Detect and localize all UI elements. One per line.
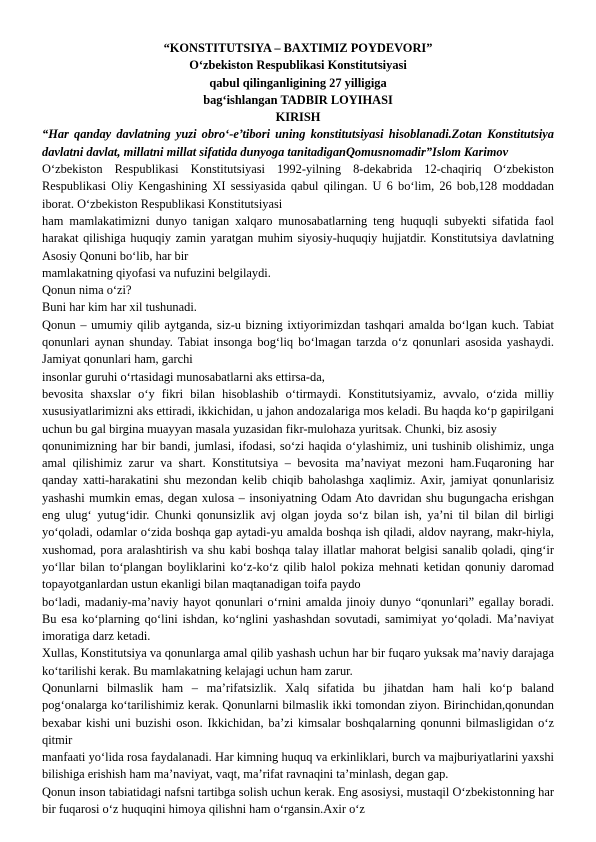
paragraph: mamlakatning qiyofasi va nufuzini belgilaydi. <box>42 265 271 280</box>
paragraph: bevosita shaxslar o‘y fikri bilan hisoblashib o‘tirmaydi. Konstitutsiyamiz, avvalo, o‘zida milliy xususiyatlarimizni aks ettiradi, ikkichidan, u jahon andozalariga mos keladi. Bu haqda ko‘p gapirilgani uchun bu gal birgina muayyan masala yuzasidan fikr-mulohaza yuritsak. Chunki, biz asosiy <box>42 386 554 436</box>
paragraph: qonunimizning har bir bandi, jumlasi, ifodasi, so‘zi haqida o‘ylashimiz, uni tushinib olishimiz, unga amal qilishimiz zarur va shart. Konstitutsiya – bevosita ma’naviyat mezoni ham.Fuqaroning har qanday xatti-harakatini shu mezondan kelib chiqib baholashga xaqlimiz. Axir, jamiyat qonunlarisiz yashashi mumkin emas, degan xulosa – insoniyatning Odam Ato davridan shu bugungacha erishgan eng ulug‘ yutug‘idir. Chunki qonunsizlik avj olgan joyda so‘z bilan ish, ya’ni til bilan dil birligi yo‘qoladi, odamlar o‘zida boshqa gap aytadi-yu amalda boshqa ish qiladi, aldov nayrang, makr-hiyla, xushomad, pora aralashtirish va shu kabi boshqa talay illatlar mahorat belgisi sanalib qoladi, qing‘ir yo‘llar bilan to‘plangan boyliklarini ko‘z-ko‘z qilib halol pokiza mehnati ketidan qonuniy daromad topayotganlardan ustun ekanligi bilan maqtanadigan toifa paydo <box>42 438 554 592</box>
paragraph: Qonun – umumiy qilib aytganda, siz-u bizning ixtiyorimizdan tashqari amalda bo‘lgan kuch. Tabiat qonunlari aynan shunday. Tabiat insonga bog‘liq bo‘lmagan tarzda o‘z qonunlari asosida yashaydi. Jamiyat qonunlari ham, garchi <box>42 317 554 367</box>
epigraph-quote: “Har qanday davlatning yuzi obro‘-e’tibori uning konstitutsiyasi hisoblanadi.Zotan Konstitutsiya davlatni davlat, millatni millat sifatida dunyoga tanitadiganQomusnomadir”Islom Karimov <box>42 127 554 159</box>
document-subtitle-line: O‘zbekiston Respublikasi Konstitutsiyasi <box>189 58 407 73</box>
paragraph: O‘zbekiston Respublikasi Konstitutsiyasi 1992-yilning 8-dekabrida 12-chaqiriq O‘zbekiston Respublikasi Oliy Kengashining XI sessiyasida qabul qilingan. U 6 bo‘lim, 26 bob,128 moddadan iborat. O‘zbekiston Respublikasi Konstitutsiyasi <box>42 162 554 211</box>
paragraph: Qonun nima o‘zi? <box>42 283 132 298</box>
paragraph: Qonunlarni bilmaslik ham – ma’rifatsizlik. Xalq sifatida bu jihatdan ham hali ko‘p baland pog‘onalarga ko‘tarilishimiz kerak. Qonunlarni bilmaslik ikki tomondan ziyon. Birinchidan,qonundan bexabar kishi uni buzishi oson. Ikkichidan, ba’zi kimsalar boshqalarning qonunni bilmasligidan o‘z qitmir <box>42 680 554 747</box>
document-subtitle-line: bag‘ishlangan TADBIR LOYIHASI <box>203 92 393 107</box>
section-heading: KIRISH <box>275 110 321 125</box>
paragraph: Xullas, Konstitutsiya va qonunlarga amal qilib yashash uchun har bir fuqaro yuksak ma’naviy darajaga ko‘tarilishi kerak. Bu mamlakatning kelajagi uchun ham zarur. <box>42 646 554 678</box>
paragraph: manfaati yo‘lida rosa faydalanadi. Har kimning huquq va erkinliklari, burch va majburiyatlarini yaxshi bilishiga erishish ham ma’naviyat, vaqt, ma’rifat ravnaqini ta’minlash, degan gap. <box>42 750 554 782</box>
document-body <box>42 161 554 818</box>
document-heading <box>42 40 554 126</box>
document-title: “KONSTITUTSIYA – BAXTIMIZ POYDEVORI” <box>163 41 433 55</box>
paragraph: ham mamlakatimizni dunyo tanigan xalqaro munosabatlarning teng huquqli subyekti sifatida faol harakat qilishiga huquqiy zamin yaratgan muhim siyosiy-huquqiy hujjatdir. Konstitutsiya davlatning Asosiy Qonuni bo‘lib, har bir <box>42 213 554 263</box>
paragraph: bo‘ladi, madaniy-ma’naviy hayot qonunlari o‘rnini amalda jinoiy dunyo “qonunlari” egallay boradi. Bu esa ko‘plarning qo‘lini ishdan, ko‘nglini yashashdan sovutadi, samimiyat yo‘qoladi. Ma’naviyat imoratiga darz ketadi. <box>42 594 554 644</box>
paragraph: Qonun inson tabiatidagi nafsni tartibga solish uchun kerak. Eng asosiysi, mustaqil O‘zbekistonning har bir fuqarosi o‘z huquqini himoya qilishni ham o‘rgansin.Axir o‘z <box>42 784 554 817</box>
paragraph: Buni har kim har xil tushunadi. <box>42 300 197 315</box>
paragraph: insonlar guruhi o‘rtasidagi munosabatlarni aks ettirsa-da, <box>42 369 325 384</box>
document-subtitle-line: qabul qilinganligining 27 yilligiga <box>209 75 387 90</box>
